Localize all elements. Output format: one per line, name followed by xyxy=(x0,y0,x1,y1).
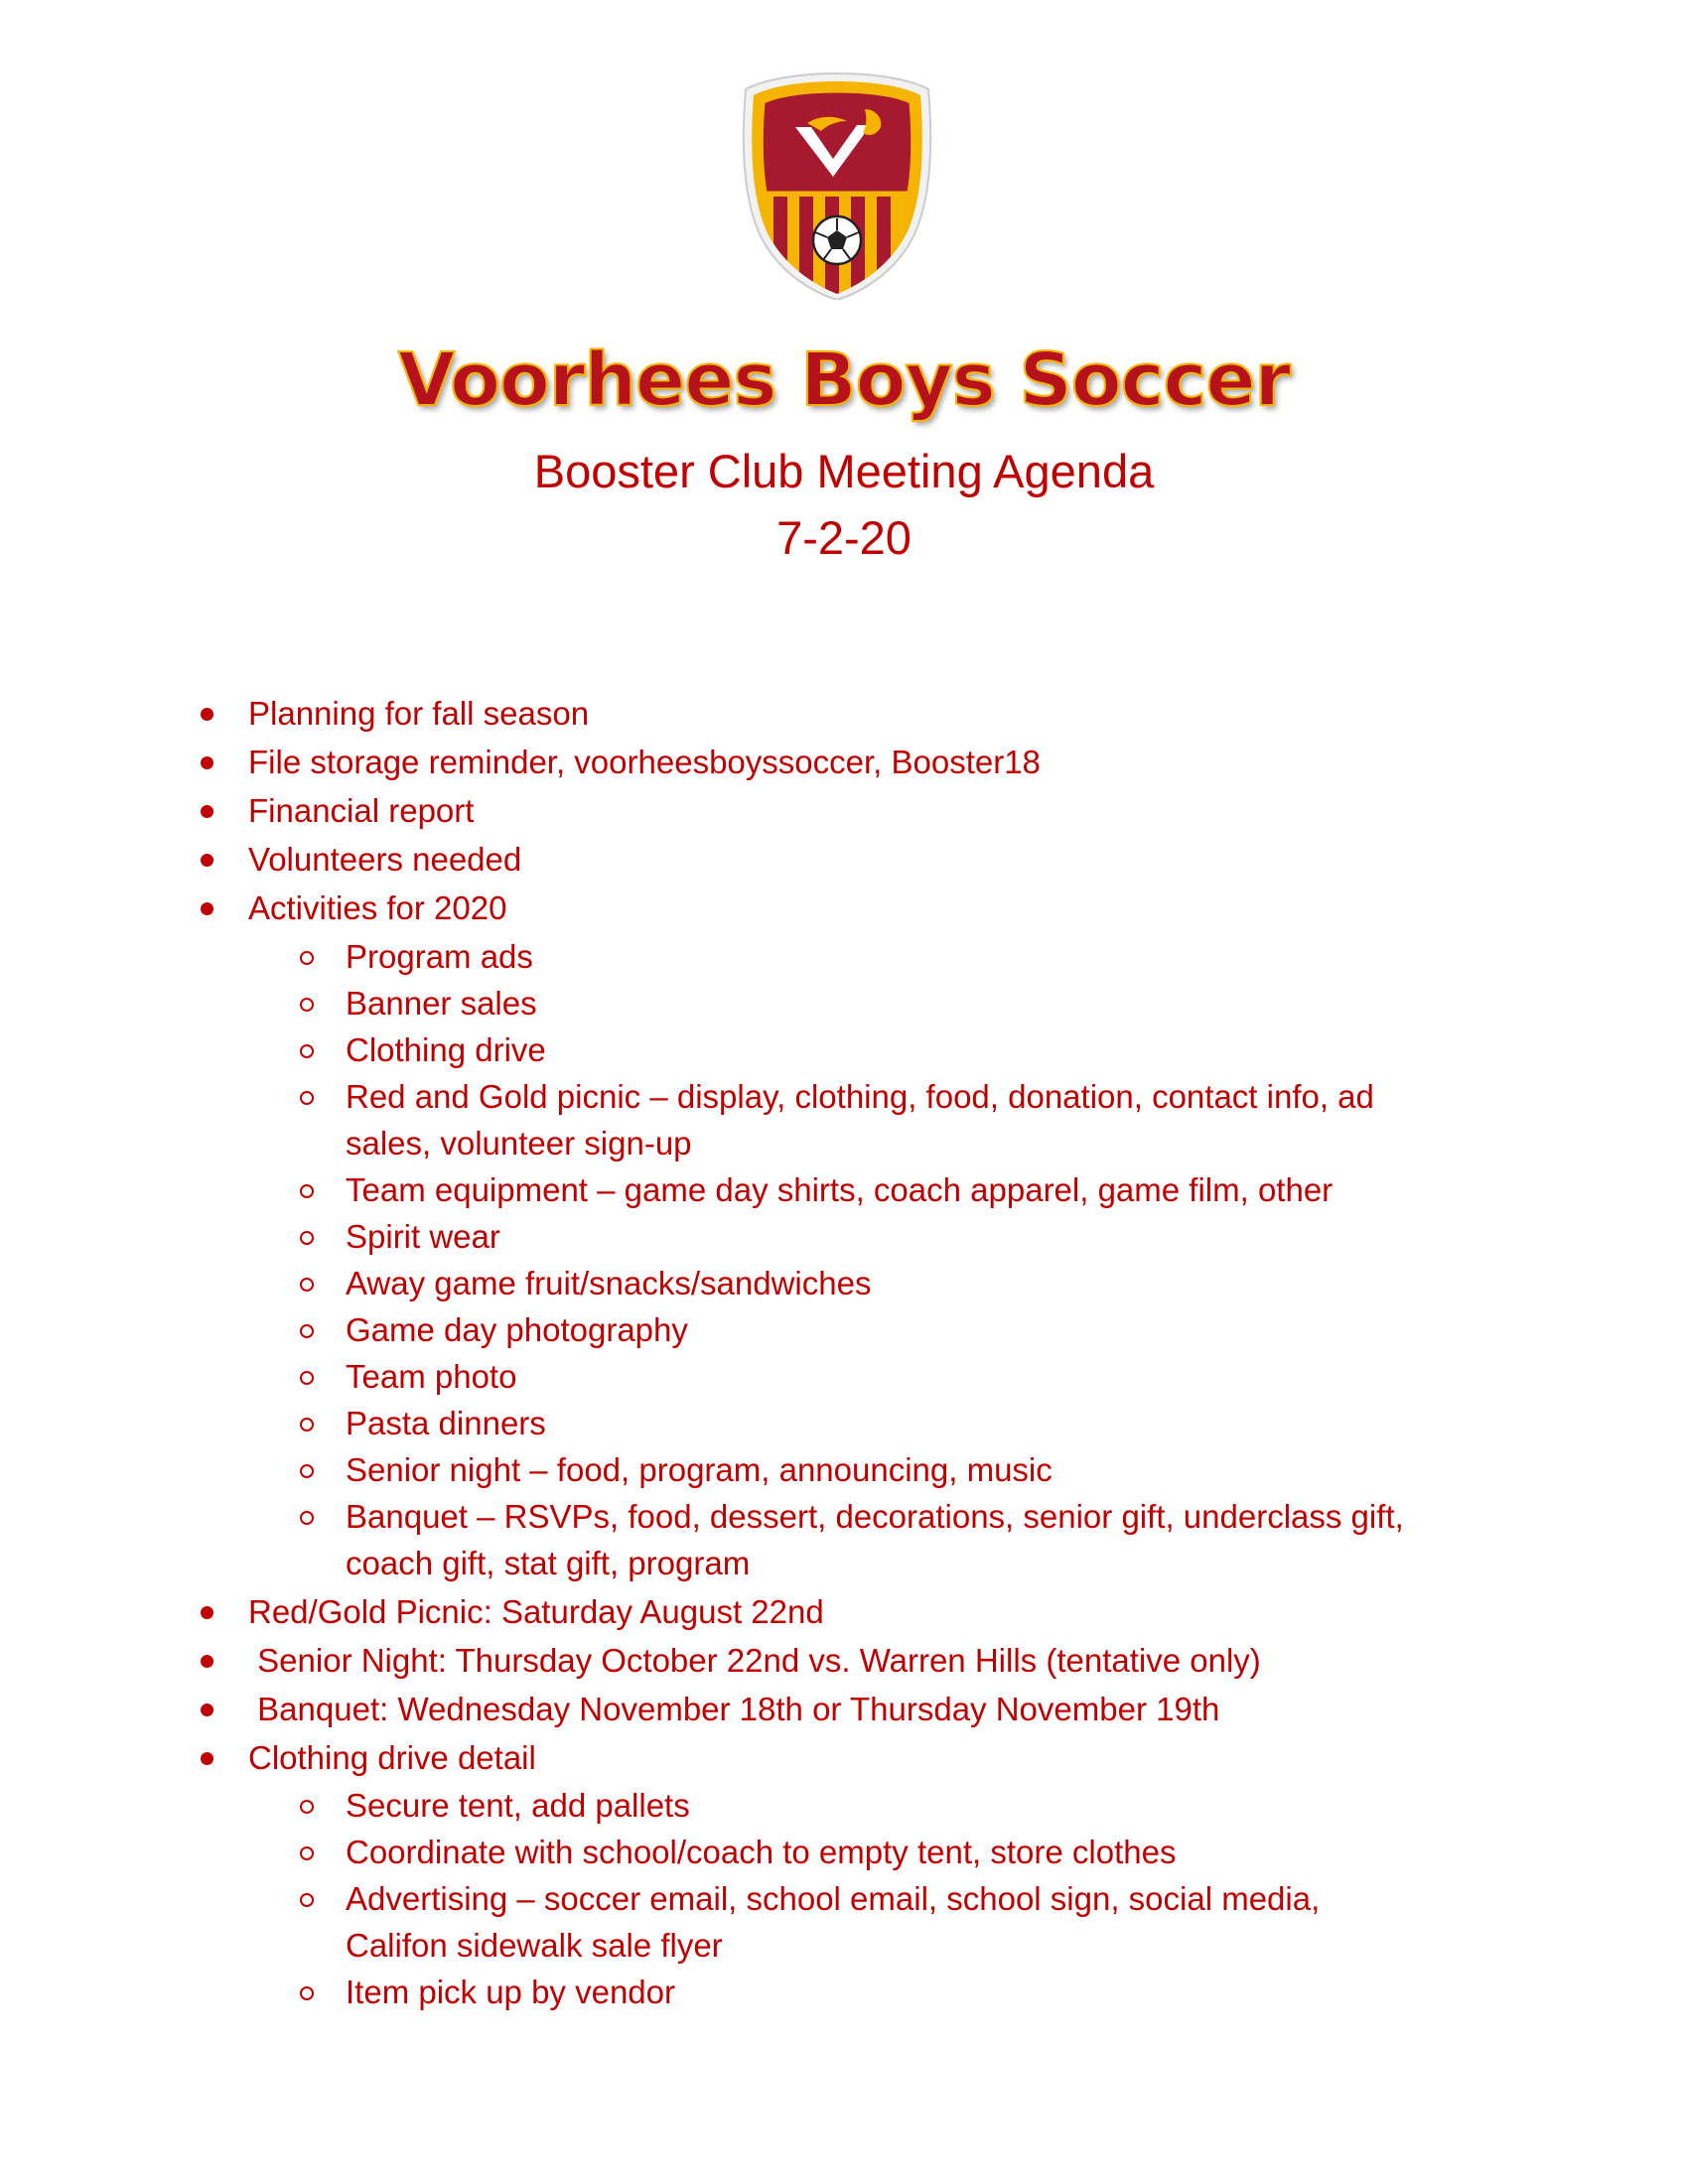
agenda-subitem: Team photo xyxy=(346,1358,517,1395)
sub-bullet-icon xyxy=(300,1044,314,1058)
agenda-subitem: Item pick up by vendor xyxy=(346,1974,675,2010)
agenda-item: File storage reminder, voorheesboyssoccer, Booster18 xyxy=(248,744,1041,780)
agenda-item: Senior Night: Thursday October 22nd vs. Warren Hills (tentative only) xyxy=(248,1642,1261,1679)
agenda-subitem: Clothing drive xyxy=(346,1031,546,1068)
agenda-item: Volunteers needed xyxy=(248,841,522,878)
agenda-subitem: Pasta dinners xyxy=(346,1405,546,1441)
voorhees-soccer-crest-icon xyxy=(738,69,936,300)
bullet-icon xyxy=(201,1752,213,1765)
sub-bullet-icon xyxy=(300,951,314,965)
agenda-subitem-continuation: coach gift, stat gift, program xyxy=(346,1545,751,1581)
agenda-subitem: Game day photography xyxy=(346,1311,688,1348)
meeting-subtitle: Booster Club Meeting Agenda xyxy=(533,445,1155,497)
agenda-subitem-continuation: sales, volunteer sign-up xyxy=(346,1125,692,1161)
bullet-icon xyxy=(201,854,213,867)
agenda-subitem: Team equipment – game day shirts, coach apparel, game film, other xyxy=(346,1171,1334,1208)
sub-bullet-icon xyxy=(300,1464,314,1478)
team-title: Voorhees Boys Soccer xyxy=(397,338,1291,423)
meeting-date: 7-2-20 xyxy=(776,511,912,564)
agenda-subitem: Away game fruit/snacks/sandwiches xyxy=(346,1265,872,1301)
agenda-item: Banquet: Wednesday November 18th or Thursday November 19th xyxy=(248,1691,1220,1727)
sub-bullet-icon xyxy=(300,1511,314,1525)
sub-bullet-icon xyxy=(300,998,314,1012)
agenda-item: Planning for fall season xyxy=(248,695,590,732)
bullet-icon xyxy=(201,805,213,818)
bullet-icon xyxy=(201,1704,213,1716)
agenda-item: Activities for 2020 xyxy=(248,889,507,926)
sub-bullet-icon xyxy=(300,1986,314,2000)
agenda-subitem: Senior night – food, program, announcing, music xyxy=(346,1451,1053,1488)
sub-bullet-icon xyxy=(300,1800,314,1814)
bullet-icon xyxy=(201,1606,213,1619)
sub-bullet-icon xyxy=(300,1418,314,1432)
sub-bullet-icon xyxy=(300,1278,314,1292)
sub-bullet-icon xyxy=(300,1371,314,1385)
agenda-subitem: Spirit wear xyxy=(346,1218,500,1255)
agenda-subitem: Red and Gold picnic – display, clothing, food, donation, contact info, ad xyxy=(346,1078,1374,1115)
sub-bullet-icon xyxy=(300,1091,314,1105)
sub-bullet-icon xyxy=(300,1184,314,1198)
sub-bullet-icon xyxy=(300,1893,314,1907)
bullet-icon xyxy=(201,708,213,721)
agenda-subitem: Coordinate with school/coach to empty tent, store clothes xyxy=(346,1834,1177,1870)
sub-bullet-icon xyxy=(300,1324,314,1338)
agenda-subitem: Banner sales xyxy=(346,985,537,1022)
bullet-icon xyxy=(201,902,213,915)
agenda-subitem: Secure tent, add pallets xyxy=(346,1787,690,1824)
agenda-item: Red/Gold Picnic: Saturday August 22nd xyxy=(248,1593,824,1630)
agenda-item: Clothing drive detail xyxy=(248,1739,536,1776)
bullet-icon xyxy=(201,1655,213,1668)
agenda-subitem-continuation: Califon sidewalk sale flyer xyxy=(346,1927,723,1964)
sub-bullet-icon xyxy=(300,1846,314,1860)
agenda-subitem: Banquet – RSVPs, food, dessert, decorations, senior gift, underclass gift, xyxy=(346,1498,1404,1535)
agenda-item: Financial report xyxy=(248,792,475,829)
bullet-icon xyxy=(201,756,213,769)
sub-bullet-icon xyxy=(300,1231,314,1245)
agenda-subitem: Advertising – soccer email, school email, school sign, social media, xyxy=(346,1880,1321,1917)
agenda-subitem: Program ads xyxy=(346,938,533,975)
